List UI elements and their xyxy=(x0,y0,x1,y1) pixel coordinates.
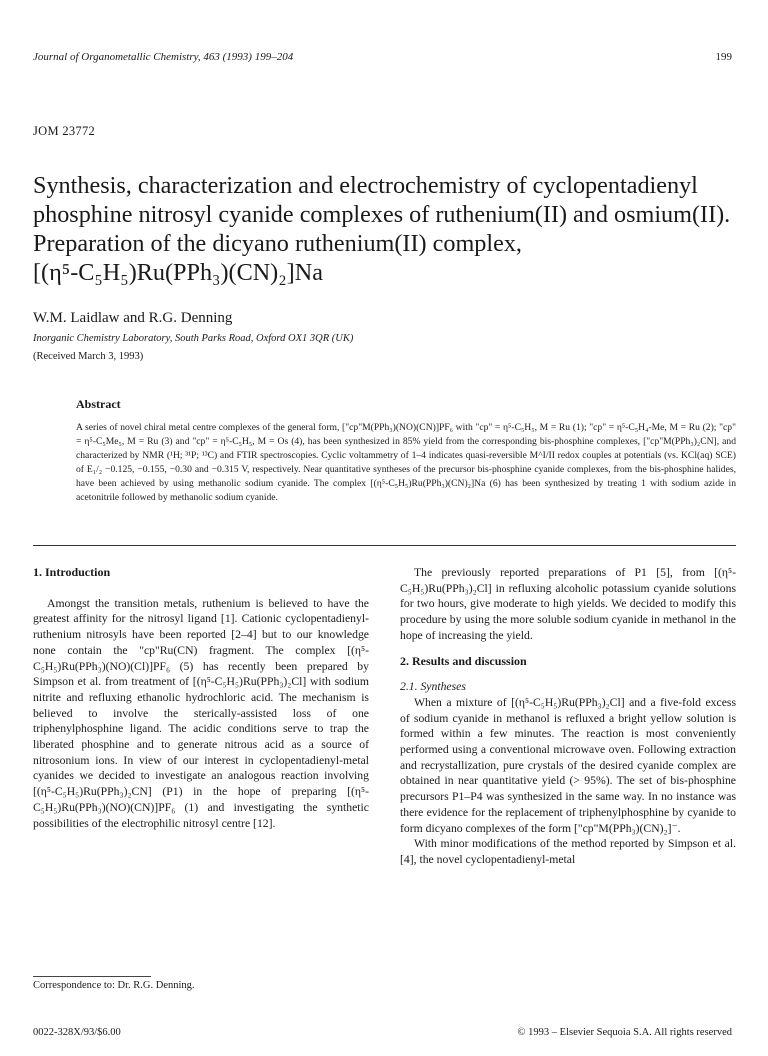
paragraph-simpson: With minor modifications of the method reported by Simpson et al. [4], the novel cyclopentadienyl-metal xyxy=(400,837,736,866)
received-date: (Received March 3, 1993) xyxy=(33,351,144,362)
abstract-paragraph: A series of novel chiral metal centre complexes of the general form, ["cp"M(PPh₃)(NO)(CN)]PF₆ with "cp" = η⁵-C₅H₅, M = Ru (1); "cp" = η⁵-C₅H₄-Me, M = Ru (2); "cp" = η⁵-C₅Me₅, M = Ru (3) and "cp" = η⁵-C₅H₅, M = Os (4), has been synthesized in 85% yield from the corresponding bis-phosphine complexes, ["cp"M(PPh₃)₂CN], and characterized by NMR (¹H; ³¹P; ¹³C) and FTIR spectroscopies. Cyclic voltammetry of 1–4 indicates quasi-reversible M^I/II redox couples at potentials (vs. KCl(aq) SCE) of E₁/₂ −0.125, −0.155, −0.30 and −0.315 V, respectively. Near quantitative syntheses of the precursor bis-phosphine cyanide complexes, from the bis-phosphine halides, have been achieved by using methanolic sodium cyanide. The complex [(η⁵-C₅H₅)Ru(PPh₃)(CN)₂]Na (6) has been synthesized by treating 1 with sodium azide in acetonitrile followed by methanolic sodium cyanide. xyxy=(76,422,736,504)
paragraph-syntheses: When a mixture of [(η⁵-C₅H₅)Ru(PPh₃)₂Cl] and a five-fold excess of sodium cyanide in methanol is refluxed a bright yellow solution is formed within a few minutes. The reaction is most conveniently performed using a conventional microwave oven. Following extraction and recrystallization, pure crystals of the desired cyanide complex are obtained in near quantitative yield (> 95%). The set of bis-phosphine precursors P1–P4 was synthesized in the same way. In no instance was there evidence for the replacement of triphenylphosphine by cyanide to form dicyano complexes of the form ["cp"M(PPh₃)(CN)₂]⁻. xyxy=(400,695,736,835)
authors: W.M. Laidlaw and R.G. Denning xyxy=(33,310,233,326)
title-line-3: Preparation of the dicyano ruthenium(II) complex, xyxy=(33,230,522,257)
affiliation: Inorganic Chemistry Laboratory, South Parks Road, Oxford OX1 3QR (UK) xyxy=(33,333,354,344)
intro-paragraph: Amongst the transition metals, ruthenium is believed to have the greatest affinity for the nitrosyl ligand [1]. Cationic cyclopentadienyl-ruthenium nitrosyls have been reported [2–4] but to our knowledge none contain the "cp"Ru(CN) fragment. The complex [(η⁵-C₅H₅)Ru(PPh₃)(NO)(Cl)]PF₆ (5) has recently been prepared by Simpson et al. from treatment of [(η⁵-C₅H₅)Ru(PPh₃)₂Cl] with sodium nitrite and refluxing ethanolic hydrochloric acid. The mechanism is believed to involve the sterically-assisted loss of one triphenylphosphine ligand. The acidic conditions serve to trap the liberated phosphine and to generate nitrous acid as a source of nitrosonium ions. In view of our interest in cyclopentadienyl-metal cyanides we decided to investigate an analogous reaction involving [(η⁵-C₅H₅)Ru(PPh₃)₂CN] (P1) in the hope of preparing [(η⁵-C₅H₅)Ru(PPh₃)(NO)(CN)]PF₆ (1) and investigating the synthetic possibilities of the electrophilic nitrosyl centre [12]. xyxy=(33,596,369,830)
issn-price: 0022-328X/93/$6.00 xyxy=(33,1027,121,1038)
abstract-heading: Abstract xyxy=(76,397,121,411)
paragraph-previous-preparations: The previously reported preparations of P1 [5], from [(η⁵-C₅H₅)Ru(PPh₃)₂Cl] in refluxing alcoholic potassium cyanide solutions for two hours, give moderate to high yields. We decided to modify this procedure by using the more soluble sodium cyanide in methanol in the hope of increasing the yield. xyxy=(400,566,736,642)
footnote-rule xyxy=(33,976,151,977)
title-line-4: [(η⁵-C₅H₅)Ru(PPh₃)(CN)₂]Na xyxy=(33,259,323,286)
copyright: © 1993 – Elsevier Sequoia S.A. All rights reserved xyxy=(517,1027,732,1038)
spacer xyxy=(33,581,369,596)
correspondence-footnote: Correspondence to: Dr. R.G. Denning. xyxy=(33,980,195,991)
spacer xyxy=(400,669,736,679)
title-line-2: phosphine nitrosyl cyanide complexes of ruthenium(II) and osmium(II). xyxy=(33,201,731,228)
left-column xyxy=(33,565,369,831)
title-line-1: Synthesis, characterization and electrochemistry of cyclopentadienyl xyxy=(33,172,698,199)
article-id: JOM 23772 xyxy=(33,124,96,138)
article-title xyxy=(33,171,743,287)
right-column xyxy=(400,565,736,868)
abstract-text xyxy=(76,421,736,506)
journal-citation: Journal of Organometallic Chemistry, 463 (1993) 199–204 xyxy=(33,51,294,63)
section-divider xyxy=(33,545,736,546)
section-heading-results: 2. Results and discussion xyxy=(400,653,527,668)
section-heading-introduction: 1. Introduction xyxy=(33,565,111,579)
page-number: 199 xyxy=(715,51,732,63)
subsection-heading-syntheses: 2.1. Syntheses xyxy=(400,680,466,694)
spacer xyxy=(400,644,736,654)
